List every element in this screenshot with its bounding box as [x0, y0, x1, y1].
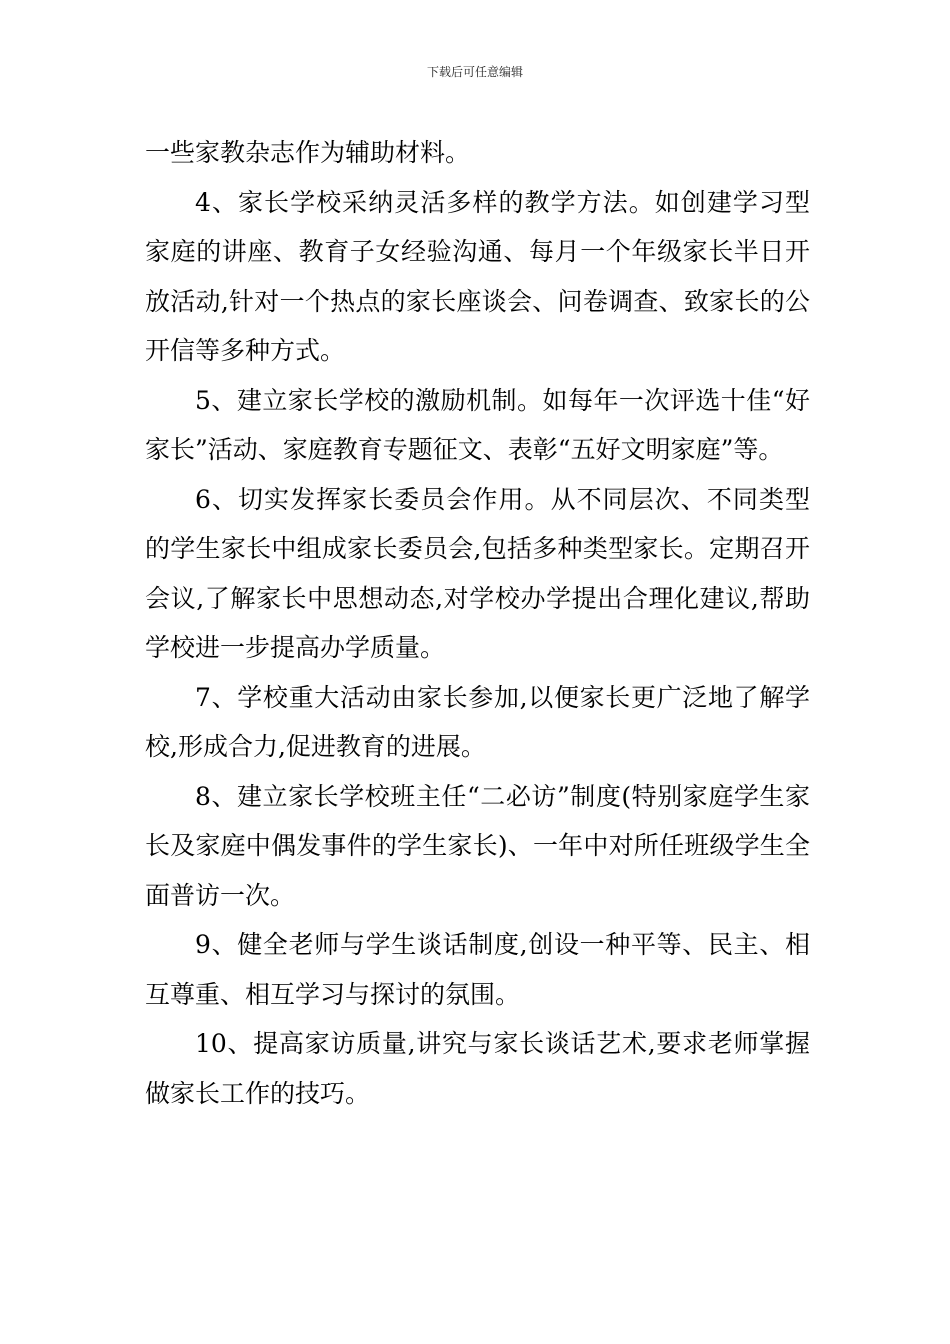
- paragraph: 7、学校重大活动由家长参加,以便家长更广泛地了解学校,形成合力,促进教育的进展。: [145, 682, 810, 761]
- document-body: [145, 128, 810, 1118]
- paragraph: 8、建立家长学校班主任“二必访”制度(特别家庭学生家长及家庭中偶发事件的学生家长)、一年中对所任班级学生全面普访一次。: [145, 781, 810, 910]
- page-header-note: 下载后可任意编辑: [426, 65, 523, 79]
- paragraph: 5、建立家长学校的激励机制。如每年一次评选十佳“好家长”活动、家庭教育专题征文、表彰“五好文明家庭”等。: [145, 385, 810, 464]
- paragraph: 6、切实发挥家长委员会作用。从不同层次、不同类型的学生家长中组成家长委员会,包括多种类型家长。定期召开会议,了解家长中思想动态,对学校办学提出合理化建议,帮助学校进一步提高办学质量。: [145, 484, 810, 662]
- paragraph: 一些家教杂志作为辅助材料。: [145, 138, 471, 167]
- paragraph: 4、家长学校采纳灵活多样的教学方法。如创建学习型家庭的讲座、教育子女经验沟通、每月一个年级家长半日开放活动,针对一个热点的家长座谈会、问卷调查、致家长的公开信等多种方式。: [145, 187, 810, 365]
- paragraph: 9、健全老师与学生谈话制度,创设一种平等、民主、相互尊重、相互学习与探讨的氛围。: [145, 930, 810, 1009]
- paragraph: 10、提高家访质量,讲究与家长谈话艺术,要求老师掌握做家长工作的技巧。: [145, 1029, 810, 1108]
